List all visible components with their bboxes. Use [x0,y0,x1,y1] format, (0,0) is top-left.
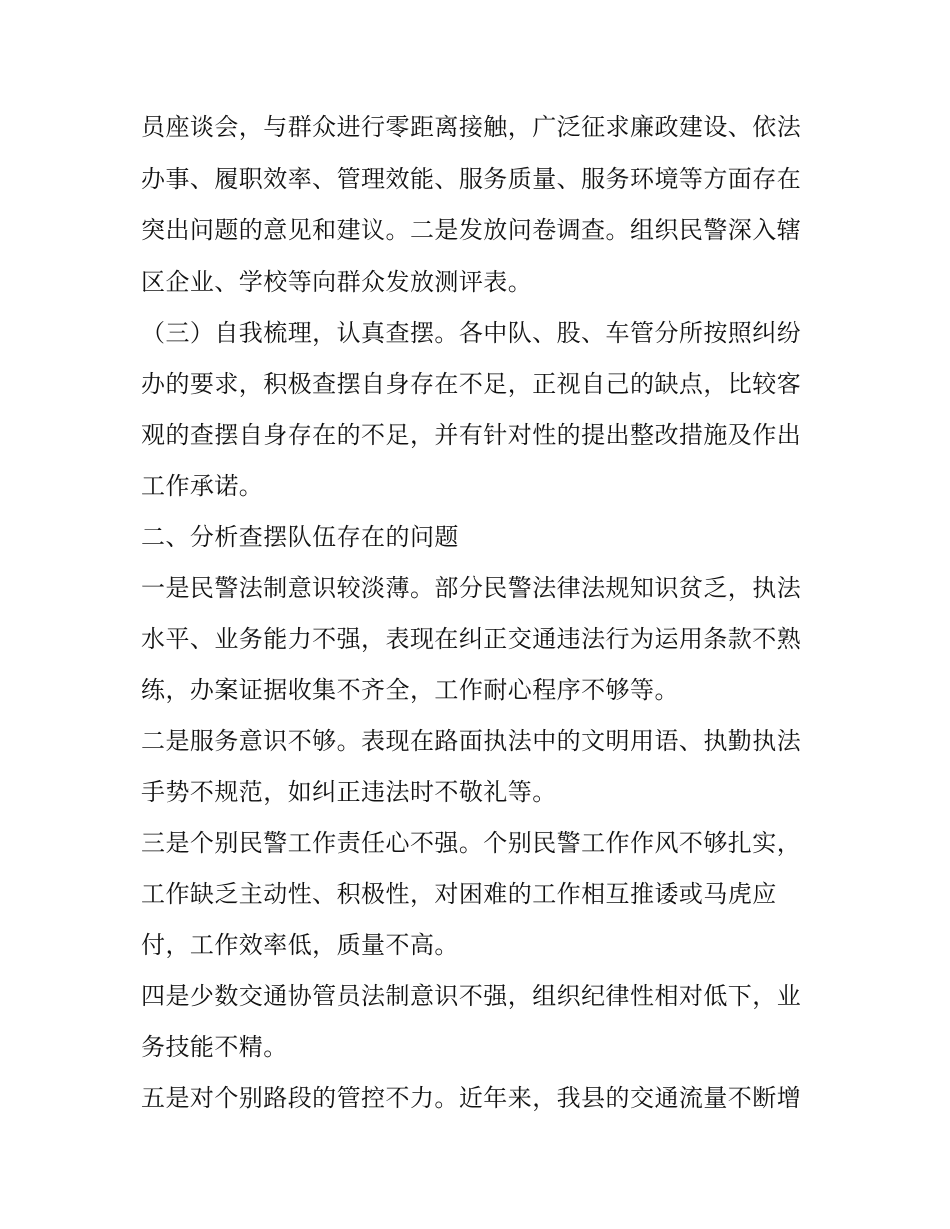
text-line: 办事、履职效率、管理效能、服务质量、服务环境等方面存在 [141,165,802,193]
text-line: 一是民警法制意识较淡薄。部分民警法律法规知识贫乏，执法 [141,574,802,602]
text-line: 务技能不精。 [141,1033,288,1061]
text-line: 三是个别民警工作责任心不强。个别民警工作作风不够扎实， [141,829,802,857]
section-heading: 二、分析查摆队伍存在的问题 [141,523,459,551]
section-heading: （三）自我梳理，认真查摆。各中队、股、车管分所按照纠纷 [141,319,802,347]
text-line: 二是服务意识不够。表现在路面执法中的文明用语、执勤执法 [141,727,802,755]
text-line: 手势不规范，如纠正违法时不敬礼等。 [141,778,557,806]
text-line: 办的要求，积极查摆自身存在不足，正视自己的缺点，比较客 [141,370,802,398]
text-line: 工作承诺。 [141,472,264,500]
text-line: 五是对个别路段的管控不力。近年来，我县的交通流量不断增 [141,1084,802,1112]
text-line: 四是少数交通协管员法制意识不强，组织纪律性相对低下，业 [141,982,802,1010]
text-line: 付，工作效率低，质量不高。 [141,931,459,959]
text-line: 工作缺乏主动性、积极性，对困难的工作相互推诿或马虎应 [141,880,777,908]
text-line: 练，办案证据收集不齐全，工作耐心程序不够等。 [141,676,679,704]
text-line: 区企业、学校等向群众发放测评表。 [141,268,533,296]
text-line: 员座谈会，与群众进行零距离接触，广泛征求廉政建设、依法 [141,113,802,141]
text-line: 水平、业务能力不强，表现在纠正交通违法行为运用条款不熟 [141,625,802,653]
text-line: 突出问题的意见和建议。二是发放问卷调查。组织民警深入辖 [141,216,802,244]
text-line: 观的查摆自身存在的不足，并有针对性的提出整改措施及作出 [141,421,802,449]
